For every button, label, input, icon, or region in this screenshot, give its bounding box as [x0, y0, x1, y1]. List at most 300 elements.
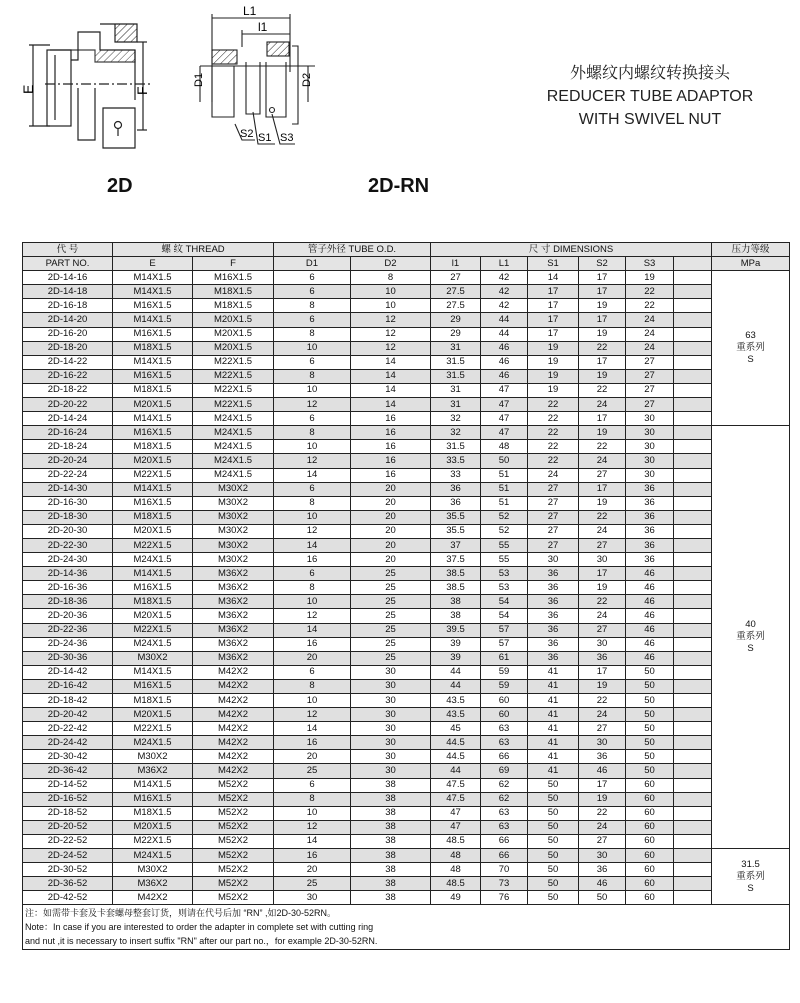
cell-dim-l1-small: 48.5 — [431, 834, 481, 848]
cell-blank — [674, 863, 712, 877]
cell-thread-f: M52X2 — [193, 820, 274, 834]
cell-blank — [674, 271, 712, 285]
cell-dim-l1-small: 48 — [431, 863, 481, 877]
cell-dim-s3: 50 — [626, 736, 674, 750]
cell-tube-d1: 8 — [274, 299, 351, 313]
table-row — [23, 412, 790, 426]
cell-tube-d1: 8 — [274, 792, 351, 806]
cell-part-no: 2D-20-36 — [23, 609, 113, 623]
cell-blank — [674, 341, 712, 355]
cell-thread-f: M22X1.5 — [193, 355, 274, 369]
cell-dim-l1: 46 — [481, 369, 528, 383]
cell-dim-l1: 63 — [481, 722, 528, 736]
cell-thread-e: M18X1.5 — [113, 341, 193, 355]
cell-dim-s3: 24 — [626, 313, 674, 327]
cell-dim-l1: 76 — [481, 891, 528, 905]
cell-tube-d2: 30 — [351, 665, 431, 679]
cell-dim-s3: 27 — [626, 383, 674, 397]
pressure-value: 31.5 — [741, 858, 760, 870]
cell-thread-e: M18X1.5 — [113, 383, 193, 397]
cell-dim-l1-small: 39.5 — [431, 623, 481, 637]
cell-dim-s3: 50 — [626, 764, 674, 778]
cell-thread-f: M42X2 — [193, 750, 274, 764]
pressure-value: 63 — [745, 330, 756, 342]
cell-part-no: 2D-24-30 — [23, 553, 113, 567]
cell-tube-d2: 12 — [351, 313, 431, 327]
cell-part-no: 2D-30-36 — [23, 651, 113, 665]
cell-tube-d2: 25 — [351, 567, 431, 581]
cell-thread-e: M14X1.5 — [113, 285, 193, 299]
cell-dim-s1: 22 — [528, 426, 579, 440]
cell-dim-s2: 27 — [579, 623, 626, 637]
cell-tube-d1: 14 — [274, 834, 351, 848]
cell-tube-d2: 16 — [351, 454, 431, 468]
cell-thread-e: M16X1.5 — [113, 369, 193, 383]
cell-part-no: 2D-30-52 — [23, 863, 113, 877]
cell-tube-d1: 12 — [274, 708, 351, 722]
header-dimensions: 尺 寸 DIMENSIONS — [431, 243, 712, 257]
cell-dim-l1-small: 36 — [431, 496, 481, 510]
cell-tube-d2: 16 — [351, 426, 431, 440]
cell-dim-s2: 50 — [579, 891, 626, 905]
header-part-cn: 代 号 — [23, 243, 113, 257]
cell-thread-f: M30X2 — [193, 510, 274, 524]
cell-dim-s3: 30 — [626, 426, 674, 440]
cell-dim-s3: 30 — [626, 454, 674, 468]
cell-dim-s1: 19 — [528, 369, 579, 383]
cell-blank — [674, 834, 712, 848]
cell-dim-s2: 22 — [579, 694, 626, 708]
table-row — [23, 440, 790, 454]
cell-dim-s3: 60 — [626, 792, 674, 806]
cell-dim-s2: 30 — [579, 637, 626, 651]
cell-thread-e: M24X1.5 — [113, 637, 193, 651]
cell-blank — [674, 327, 712, 341]
cell-dim-s2: 24 — [579, 524, 626, 538]
cell-dim-s3: 46 — [626, 581, 674, 595]
cell-tube-d1: 20 — [274, 863, 351, 877]
cell-thread-e: M30X2 — [113, 651, 193, 665]
cell-tube-d2: 10 — [351, 299, 431, 313]
pressure-group-cell — [712, 426, 790, 849]
cell-blank — [674, 454, 712, 468]
cell-tube-d2: 25 — [351, 581, 431, 595]
cell-dim-s3: 46 — [626, 623, 674, 637]
cell-dim-s3: 30 — [626, 468, 674, 482]
table-row — [23, 609, 790, 623]
cell-thread-f: M36X2 — [193, 609, 274, 623]
cell-dim-s2: 19 — [579, 496, 626, 510]
cell-dim-s1: 19 — [528, 383, 579, 397]
cell-dim-s3: 50 — [626, 708, 674, 722]
cell-tube-d2: 25 — [351, 651, 431, 665]
cell-dim-l1: 57 — [481, 623, 528, 637]
cell-tube-d2: 38 — [351, 834, 431, 848]
cell-dim-l1-small: 44 — [431, 665, 481, 679]
table-row — [23, 820, 790, 834]
cell-dim-s2: 19 — [579, 679, 626, 693]
cell-dim-s3: 46 — [626, 651, 674, 665]
cell-thread-f: M42X2 — [193, 679, 274, 693]
cell-thread-e: M18X1.5 — [113, 595, 193, 609]
cell-dim-l1: 46 — [481, 341, 528, 355]
cell-dim-l1-small: 39 — [431, 637, 481, 651]
cell-thread-f: M18X1.5 — [193, 299, 274, 313]
cell-blank — [674, 778, 712, 792]
cell-dim-l1: 47 — [481, 398, 528, 412]
cell-dim-s1: 14 — [528, 271, 579, 285]
cell-dim-s3: 50 — [626, 679, 674, 693]
cell-thread-f: M52X2 — [193, 849, 274, 863]
cell-thread-f: M16X1.5 — [193, 271, 274, 285]
table-row — [23, 285, 790, 299]
cell-dim-s1: 50 — [528, 792, 579, 806]
cell-tube-d2: 38 — [351, 891, 431, 905]
cell-tube-d2: 20 — [351, 482, 431, 496]
dim-s2-label: S2 — [240, 128, 254, 140]
cell-tube-d1: 16 — [274, 736, 351, 750]
cell-thread-e: M24X1.5 — [113, 849, 193, 863]
cell-dim-l1: 46 — [481, 355, 528, 369]
header-col-l1: L1 — [481, 257, 528, 271]
cell-dim-l1: 59 — [481, 665, 528, 679]
cell-part-no: 2D-22-42 — [23, 722, 113, 736]
cell-tube-d1: 12 — [274, 398, 351, 412]
cell-dim-l1: 51 — [481, 468, 528, 482]
cell-thread-f: M52X2 — [193, 891, 274, 905]
cell-dim-s3: 60 — [626, 849, 674, 863]
cell-tube-d1: 12 — [274, 524, 351, 538]
cell-dim-s1: 50 — [528, 834, 579, 848]
cell-tube-d2: 38 — [351, 849, 431, 863]
cell-tube-d1: 8 — [274, 679, 351, 693]
cell-dim-l1-small: 27.5 — [431, 299, 481, 313]
cell-dim-l1: 52 — [481, 510, 528, 524]
cell-thread-f: M22X1.5 — [193, 398, 274, 412]
cell-part-no: 2D-18-24 — [23, 440, 113, 454]
cell-dim-s1: 41 — [528, 665, 579, 679]
table-row — [23, 468, 790, 482]
cell-part-no: 2D-18-52 — [23, 806, 113, 820]
cell-thread-f: M20X1.5 — [193, 313, 274, 327]
cell-thread-f: M18X1.5 — [193, 285, 274, 299]
cell-blank — [674, 623, 712, 637]
header-col-s1: S1 — [528, 257, 579, 271]
cell-thread-e: M22X1.5 — [113, 834, 193, 848]
cell-part-no: 2D-14-22 — [23, 355, 113, 369]
cell-part-no: 2D-14-18 — [23, 285, 113, 299]
cell-dim-s1: 27 — [528, 482, 579, 496]
cell-thread-e: M16X1.5 — [113, 496, 193, 510]
cell-dim-s3: 60 — [626, 834, 674, 848]
cell-dim-s1: 41 — [528, 750, 579, 764]
table-row — [23, 849, 790, 863]
cell-thread-f: M52X2 — [193, 834, 274, 848]
table-row — [23, 581, 790, 595]
header-pressure-cn: 压力等级 — [712, 243, 790, 257]
table-row — [23, 454, 790, 468]
cell-tube-d2: 30 — [351, 694, 431, 708]
cell-thread-e: M14X1.5 — [113, 355, 193, 369]
cell-dim-s1: 36 — [528, 637, 579, 651]
table-row — [23, 665, 790, 679]
cell-thread-f: M24X1.5 — [193, 412, 274, 426]
cell-tube-d1: 8 — [274, 369, 351, 383]
cell-dim-s2: 27 — [579, 722, 626, 736]
cell-thread-e: M14X1.5 — [113, 412, 193, 426]
pressure-series-cn: 重系列 — [736, 870, 765, 882]
cell-dim-s3: 27 — [626, 398, 674, 412]
cell-thread-e: M22X1.5 — [113, 722, 193, 736]
cell-tube-d2: 38 — [351, 863, 431, 877]
cell-dim-s2: 22 — [579, 510, 626, 524]
cell-tube-d1: 10 — [274, 440, 351, 454]
table-row — [23, 891, 790, 905]
cell-dim-l1: 52 — [481, 524, 528, 538]
cell-blank — [674, 510, 712, 524]
cell-thread-e: M24X1.5 — [113, 736, 193, 750]
table-row — [23, 496, 790, 510]
cell-tube-d1: 12 — [274, 609, 351, 623]
cell-dim-s2: 24 — [579, 454, 626, 468]
table-row — [23, 510, 790, 524]
table-row — [23, 355, 790, 369]
cell-part-no: 2D-24-52 — [23, 849, 113, 863]
cell-dim-s3: 22 — [626, 299, 674, 313]
cell-dim-l1-small: 32 — [431, 426, 481, 440]
dim-l1-lower-label: l1 — [258, 20, 268, 34]
cell-dim-s1: 50 — [528, 806, 579, 820]
cell-blank — [674, 679, 712, 693]
cell-thread-f: M36X2 — [193, 581, 274, 595]
cell-tube-d2: 14 — [351, 355, 431, 369]
header-col-s3: S3 — [626, 257, 674, 271]
cell-dim-s1: 41 — [528, 722, 579, 736]
cell-tube-d2: 20 — [351, 524, 431, 538]
cell-blank — [674, 736, 712, 750]
cell-dim-s3: 19 — [626, 271, 674, 285]
cell-dim-l1: 47 — [481, 412, 528, 426]
cell-dim-s1: 27 — [528, 510, 579, 524]
cell-thread-f: M24X1.5 — [193, 454, 274, 468]
cell-dim-l1: 54 — [481, 609, 528, 623]
cell-tube-d2: 38 — [351, 792, 431, 806]
cell-thread-e: M36X2 — [113, 764, 193, 778]
cell-dim-s2: 19 — [579, 327, 626, 341]
cell-tube-d1: 6 — [274, 778, 351, 792]
cell-blank — [674, 581, 712, 595]
cell-blank — [674, 369, 712, 383]
table-row — [23, 567, 790, 581]
pressure-series: S — [747, 354, 754, 366]
cell-dim-l1-small: 39 — [431, 651, 481, 665]
cell-thread-e: M16X1.5 — [113, 299, 193, 313]
cell-dim-s3: 50 — [626, 750, 674, 764]
cell-thread-f: M30X2 — [193, 538, 274, 552]
cell-tube-d1: 6 — [274, 285, 351, 299]
cell-tube-d2: 30 — [351, 722, 431, 736]
cell-tube-d2: 8 — [351, 271, 431, 285]
cell-part-no: 2D-14-52 — [23, 778, 113, 792]
cell-tube-d2: 30 — [351, 708, 431, 722]
cell-dim-l1: 60 — [481, 708, 528, 722]
cell-dim-l1-small: 31 — [431, 383, 481, 397]
cell-dim-l1-small: 44 — [431, 764, 481, 778]
cell-part-no: 2D-20-52 — [23, 820, 113, 834]
cell-dim-s1: 41 — [528, 764, 579, 778]
cell-dim-s3: 46 — [626, 637, 674, 651]
cell-dim-s3: 36 — [626, 510, 674, 524]
cell-thread-f: M42X2 — [193, 764, 274, 778]
cell-dim-l1: 69 — [481, 764, 528, 778]
cell-dim-s1: 41 — [528, 679, 579, 693]
cell-blank — [674, 637, 712, 651]
cell-tube-d2: 12 — [351, 327, 431, 341]
cell-dim-l1: 57 — [481, 637, 528, 651]
cell-tube-d1: 30 — [274, 891, 351, 905]
cell-dim-s2: 22 — [579, 341, 626, 355]
header-row-2 — [23, 257, 790, 271]
cell-tube-d1: 16 — [274, 849, 351, 863]
cell-thread-f: M42X2 — [193, 736, 274, 750]
cell-dim-s2: 17 — [579, 313, 626, 327]
header-col-f: F — [193, 257, 274, 271]
cell-thread-f: M24X1.5 — [193, 468, 274, 482]
cell-part-no: 2D-30-42 — [23, 750, 113, 764]
header-tube-od: 管子外径 TUBE O.D. — [274, 243, 431, 257]
cell-dim-l1-small: 38 — [431, 609, 481, 623]
cell-thread-e: M14X1.5 — [113, 778, 193, 792]
cell-dim-l1-small: 47.5 — [431, 778, 481, 792]
cell-dim-l1: 63 — [481, 820, 528, 834]
cell-dim-l1: 62 — [481, 778, 528, 792]
cell-dim-s1: 36 — [528, 567, 579, 581]
cell-thread-f: M52X2 — [193, 877, 274, 891]
table-row — [23, 679, 790, 693]
cell-blank — [674, 764, 712, 778]
cell-dim-l1: 73 — [481, 877, 528, 891]
cell-blank — [674, 609, 712, 623]
cell-dim-s1: 36 — [528, 623, 579, 637]
cell-dim-l1-small: 47 — [431, 806, 481, 820]
cell-dim-s1: 41 — [528, 694, 579, 708]
cell-blank — [674, 482, 712, 496]
cell-dim-s2: 17 — [579, 285, 626, 299]
cell-dim-l1-small: 37.5 — [431, 553, 481, 567]
dim-l1-upper-label: L1 — [243, 4, 257, 18]
table-row — [23, 538, 790, 552]
cell-dim-l1-small: 35.5 — [431, 524, 481, 538]
cell-dim-s3: 60 — [626, 806, 674, 820]
cell-thread-e: M14X1.5 — [113, 313, 193, 327]
cell-part-no: 2D-16-20 — [23, 327, 113, 341]
cell-dim-s2: 22 — [579, 383, 626, 397]
cell-dim-s3: 50 — [626, 694, 674, 708]
cell-tube-d2: 20 — [351, 538, 431, 552]
cell-dim-l1: 63 — [481, 806, 528, 820]
table-row — [23, 299, 790, 313]
cell-blank — [674, 750, 712, 764]
cell-blank — [674, 820, 712, 834]
cell-tube-d1: 8 — [274, 426, 351, 440]
cell-dim-s2: 24 — [579, 398, 626, 412]
cell-thread-e: M20X1.5 — [113, 609, 193, 623]
table-row — [23, 398, 790, 412]
cell-thread-f: M36X2 — [193, 651, 274, 665]
cell-blank — [674, 426, 712, 440]
cell-dim-s2: 17 — [579, 355, 626, 369]
cell-tube-d1: 14 — [274, 623, 351, 637]
cell-thread-e: M16X1.5 — [113, 327, 193, 341]
cell-dim-s3: 46 — [626, 609, 674, 623]
table-row — [23, 313, 790, 327]
table-row — [23, 271, 790, 285]
cell-part-no: 2D-14-36 — [23, 567, 113, 581]
cell-dim-l1-small: 35.5 — [431, 510, 481, 524]
cell-thread-e: M14X1.5 — [113, 271, 193, 285]
cell-thread-e: M20X1.5 — [113, 524, 193, 538]
pressure-group-cell — [712, 849, 790, 905]
cell-blank — [674, 708, 712, 722]
cell-tube-d1: 6 — [274, 412, 351, 426]
cell-dim-s3: 60 — [626, 820, 674, 834]
cell-dim-s2: 24 — [579, 820, 626, 834]
cell-dim-s1: 22 — [528, 454, 579, 468]
cell-dim-s3: 27 — [626, 369, 674, 383]
cell-dim-l1: 66 — [481, 834, 528, 848]
cell-thread-f: M24X1.5 — [193, 440, 274, 454]
cell-blank — [674, 440, 712, 454]
header-col-s2: S2 — [579, 257, 626, 271]
cell-dim-s2: 19 — [579, 581, 626, 595]
cell-tube-d1: 25 — [274, 764, 351, 778]
cell-dim-l1-small: 33 — [431, 468, 481, 482]
cell-dim-s1: 50 — [528, 877, 579, 891]
cell-dim-l1: 66 — [481, 849, 528, 863]
cell-thread-f: M42X2 — [193, 722, 274, 736]
dim-e-label: E — [20, 84, 36, 94]
cell-dim-s1: 24 — [528, 468, 579, 482]
cell-tube-d2: 30 — [351, 750, 431, 764]
order-note — [23, 905, 790, 950]
cell-dim-s1: 22 — [528, 440, 579, 454]
cell-dim-s2: 17 — [579, 665, 626, 679]
cell-dim-s2: 27 — [579, 538, 626, 552]
cell-tube-d2: 16 — [351, 440, 431, 454]
cell-dim-l1: 60 — [481, 694, 528, 708]
dim-s3-label: S3 — [280, 132, 294, 144]
cell-thread-f: M20X1.5 — [193, 327, 274, 341]
cell-dim-s1: 17 — [528, 299, 579, 313]
cell-tube-d2: 20 — [351, 510, 431, 524]
cell-thread-e: M14X1.5 — [113, 567, 193, 581]
cell-dim-s3: 36 — [626, 553, 674, 567]
cell-dim-s2: 46 — [579, 877, 626, 891]
cell-thread-f: M36X2 — [193, 595, 274, 609]
cell-dim-l1-small: 37 — [431, 538, 481, 552]
cell-thread-e: M14X1.5 — [113, 665, 193, 679]
cell-part-no: 2D-14-24 — [23, 412, 113, 426]
cell-thread-f: M30X2 — [193, 496, 274, 510]
table-row — [23, 806, 790, 820]
cell-dim-s2: 30 — [579, 849, 626, 863]
cell-dim-s3: 36 — [626, 482, 674, 496]
cell-dim-s2: 17 — [579, 567, 626, 581]
cell-dim-l1: 47 — [481, 426, 528, 440]
cell-tube-d1: 14 — [274, 538, 351, 552]
cell-dim-s1: 50 — [528, 863, 579, 877]
cell-tube-d2: 25 — [351, 637, 431, 651]
